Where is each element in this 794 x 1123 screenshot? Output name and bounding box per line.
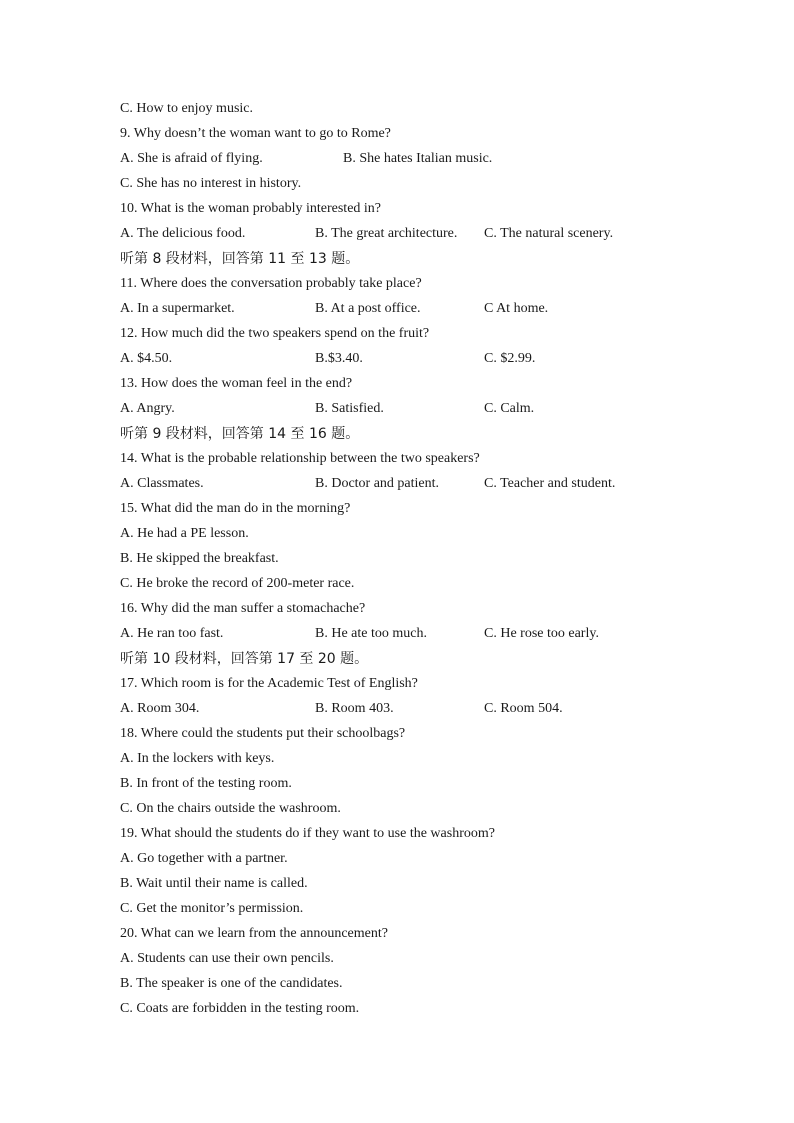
answer-option: A. $4.50. bbox=[120, 351, 173, 366]
question-text: 17. Which room is for the Academic Test of English? bbox=[120, 676, 418, 691]
answer-option: C. Room 504. bbox=[484, 701, 563, 716]
answer-option: C. He broke the record of 200-meter race. bbox=[120, 576, 355, 591]
question-text: 13. How does the woman feel in the end? bbox=[120, 376, 353, 391]
answer-option: C. The natural scenery. bbox=[484, 226, 614, 241]
section-instruction: 听第 8 段材料，回答第 11 至 13 题。 bbox=[120, 251, 360, 267]
question-text: 16. Why did the man suffer a stomachache? bbox=[120, 601, 366, 616]
question-text: 15. What did the man do in the morning? bbox=[120, 501, 351, 516]
answer-option: C. $2.99. bbox=[484, 351, 536, 366]
answer-option: A. In the lockers with keys. bbox=[120, 751, 275, 766]
question-text: 14. What is the probable relationship between the two speakers? bbox=[120, 451, 480, 466]
answer-option: C. Teacher and student. bbox=[484, 476, 616, 491]
answer-option: B. The great architecture. bbox=[315, 226, 458, 241]
question-text: 9. Why doesn’t the woman want to go to Rome? bbox=[120, 126, 391, 141]
question-text: 18. Where could the students put their schoolbags? bbox=[120, 726, 406, 741]
answer-option: C. Coats are forbidden in the testing room. bbox=[120, 1001, 360, 1016]
answer-option: C. Calm. bbox=[484, 401, 535, 416]
answer-option: B.$3.40. bbox=[315, 351, 363, 366]
answer-option: B. In front of the testing room. bbox=[120, 776, 292, 791]
answer-option: B. Satisfied. bbox=[315, 401, 384, 416]
answer-option: B. He ate too much. bbox=[315, 626, 427, 641]
answer-option: A. Angry. bbox=[120, 401, 175, 416]
answer-option: A. He ran too fast. bbox=[120, 626, 224, 641]
answer-option: A. She is afraid of flying. bbox=[120, 151, 263, 166]
answer-option: B. Doctor and patient. bbox=[315, 476, 440, 491]
answer-option: A. The delicious food. bbox=[120, 226, 246, 241]
question-text: 20. What can we learn from the announcement? bbox=[120, 926, 388, 941]
question-text: 12. How much did the two speakers spend on the fruit? bbox=[120, 326, 430, 341]
answer-option: A. Classmates. bbox=[120, 476, 204, 491]
answer-option: C. Get the monitor’s permission. bbox=[120, 901, 304, 916]
section-instruction: 听第 10 段材料，回答第 17 至 20 题。 bbox=[120, 651, 369, 667]
answer-option: B. The speaker is one of the candidates. bbox=[120, 976, 343, 991]
answer-option: B. She hates Italian music. bbox=[343, 151, 493, 166]
answer-option: A. Go together with a partner. bbox=[120, 851, 288, 866]
answer-option: B. At a post office. bbox=[315, 301, 421, 316]
answer-option: A. Students can use their own pencils. bbox=[120, 951, 334, 966]
answer-option: C. How to enjoy music. bbox=[120, 101, 253, 116]
section-instruction: 听第 9 段材料，回答第 14 至 16 题。 bbox=[120, 426, 360, 442]
answer-option: A. Room 304. bbox=[120, 701, 200, 716]
answer-option: B. Room 403. bbox=[315, 701, 394, 716]
question-text: 11. Where does the conversation probably take place? bbox=[120, 276, 422, 291]
answer-option: B. He skipped the breakfast. bbox=[120, 551, 279, 566]
answer-option: C. He rose too early. bbox=[484, 626, 599, 641]
answer-option: A. He had a PE lesson. bbox=[120, 526, 249, 541]
answer-option: C. She has no interest in history. bbox=[120, 176, 302, 191]
question-text: 19. What should the students do if they want to use the washroom? bbox=[120, 826, 495, 841]
answer-option: C. On the chairs outside the washroom. bbox=[120, 801, 341, 816]
answer-option: B. Wait until their name is called. bbox=[120, 876, 308, 891]
answer-option: A. In a supermarket. bbox=[120, 301, 235, 316]
question-text: 10. What is the woman probably interested in? bbox=[120, 201, 382, 216]
answer-option: C At home. bbox=[484, 301, 549, 316]
